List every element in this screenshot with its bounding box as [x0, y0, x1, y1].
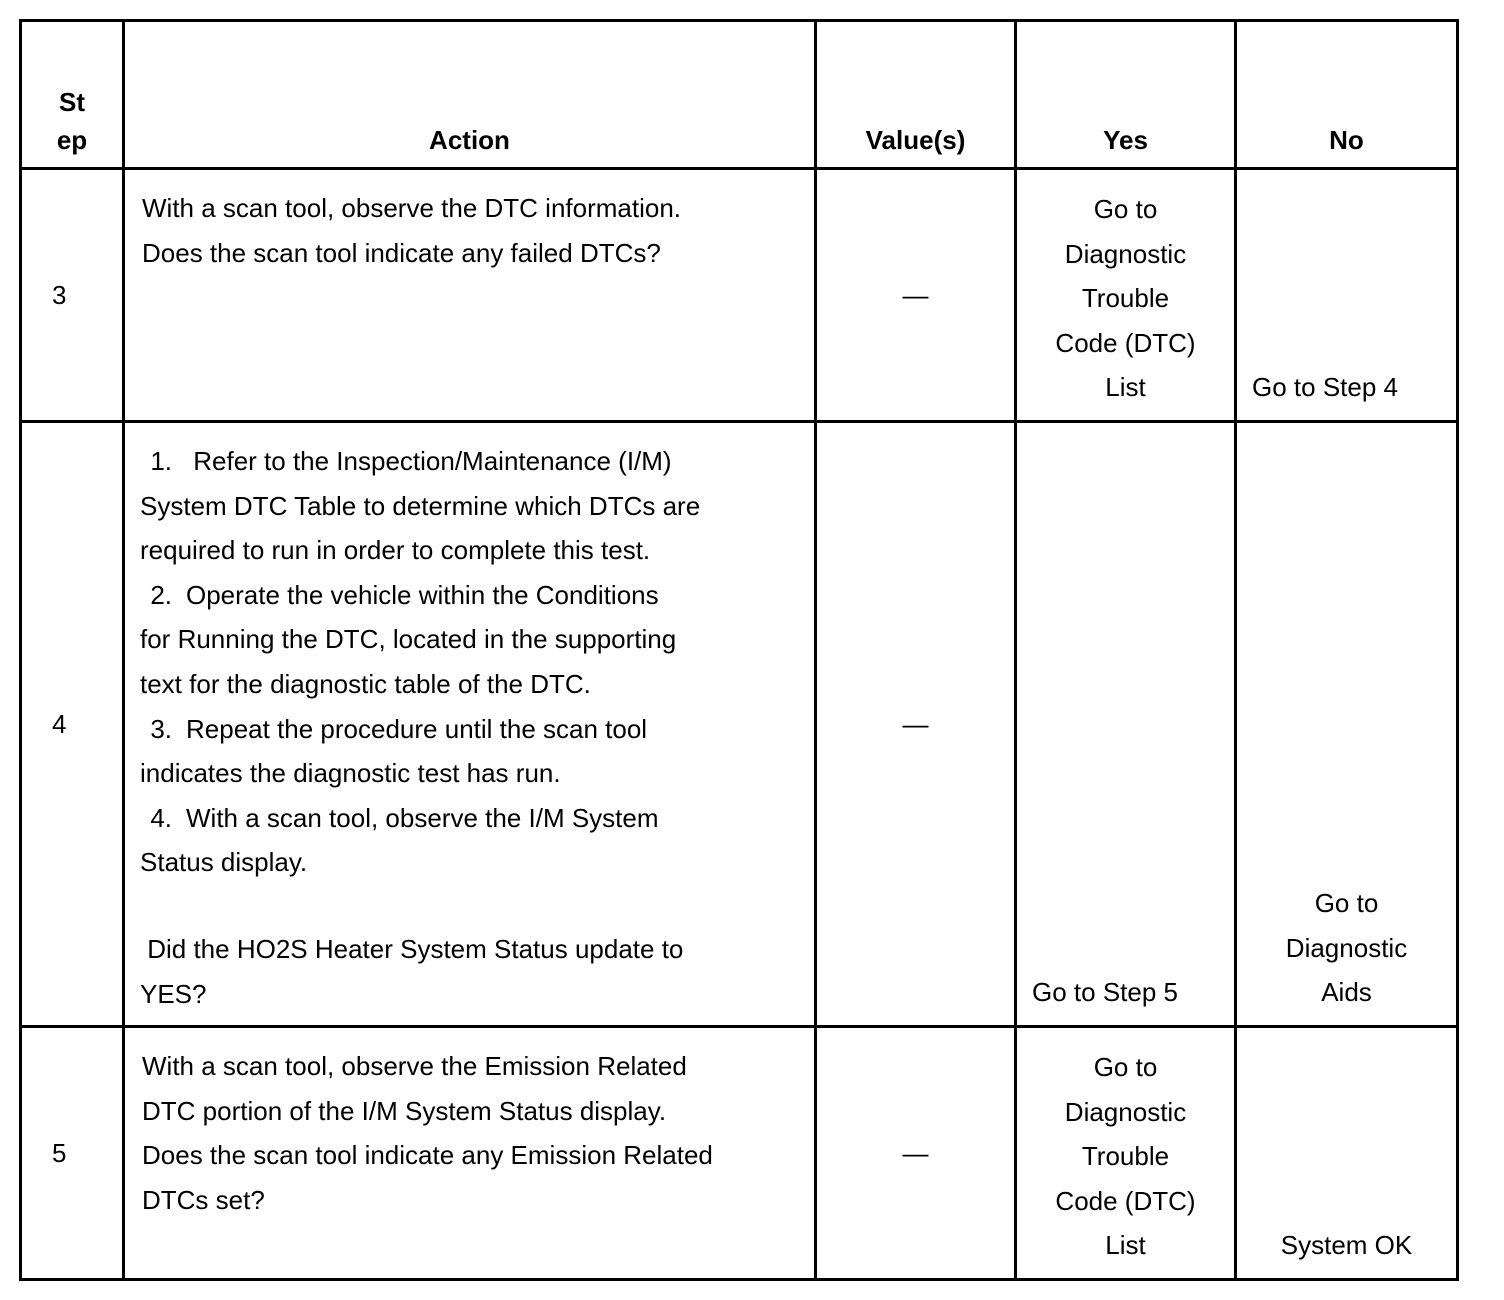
action-line: indicates the diagnostic test has run. [140, 758, 561, 789]
yes-line: Diagnostic [1064, 238, 1187, 269]
no-cell [1236, 422, 1458, 1027]
question-line: YES? [140, 978, 207, 1009]
diagnostic-table [19, 19, 1459, 1281]
item-number: 3. [150, 713, 172, 744]
no-line: Go to [1314, 888, 1379, 919]
yes-line: Go to [1093, 194, 1158, 225]
item-number: 1. [150, 446, 172, 476]
header-step-line: St [59, 87, 85, 117]
action-line: With a scan tool, observe the Emission Related [142, 1051, 687, 1081]
table-row [21, 422, 1458, 1027]
action-line: System DTC Table to determine which DTCs are [140, 490, 701, 521]
no-cell [1236, 1027, 1458, 1280]
step-number: 3 [21, 169, 124, 422]
yes-line: Go to [1093, 1052, 1158, 1083]
yes-line: List [1105, 372, 1146, 403]
yes-cell [1016, 1027, 1236, 1280]
action-line: DTC portion of the I/M System Status display. [142, 1095, 667, 1126]
header-no: No [1236, 21, 1458, 169]
item-text: Refer to the Inspection/Maintenance (I/M) [193, 446, 672, 476]
item-text: With a scan tool, observe the I/M System [186, 802, 659, 833]
item-text: Operate the vehicle within the Conditions [186, 579, 659, 610]
action-line [140, 796, 814, 841]
table-row [21, 169, 1458, 422]
header-yes: Yes [1016, 21, 1236, 169]
yes-line: Go to Step 5 [1032, 977, 1178, 1008]
action-line: DTCs set? [142, 1184, 265, 1215]
action-line: for Running the DTC, located in the supporting [140, 624, 677, 655]
no-line: Diagnostic [1285, 932, 1408, 963]
yes-cell [1016, 422, 1236, 1027]
action-line [140, 439, 814, 484]
spacer [140, 885, 814, 927]
yes-line: Code (DTC) [1055, 1185, 1196, 1216]
no-cell [1236, 169, 1458, 422]
question-line: Did the HO2S Heater System Status update to [140, 933, 684, 964]
value-cell: — [816, 1027, 1016, 1280]
yes-line: Code (DTC) [1055, 327, 1196, 358]
table-row [21, 1027, 1458, 1280]
value-cell: — [816, 169, 1016, 422]
item-text: Repeat the procedure until the scan tool [186, 713, 648, 744]
yes-line: Diagnostic [1064, 1096, 1187, 1127]
action-cell [124, 1027, 816, 1280]
action-line [140, 707, 814, 752]
action-line: text for the diagnostic table of the DTC. [140, 668, 591, 699]
item-number: 2. [150, 579, 172, 610]
action-line: required to run in order to complete this test. [140, 535, 651, 566]
no-line: System OK [1280, 1230, 1413, 1261]
header-step-line: ep [56, 125, 88, 155]
action-line: Status display. [140, 847, 308, 878]
yes-line: Trouble [1081, 1141, 1170, 1172]
yes-cell [1016, 169, 1236, 422]
action-line: Does the scan tool indicate any Emission Related [142, 1140, 713, 1171]
header-action: Action [124, 21, 816, 169]
step-number: 5 [21, 1027, 124, 1280]
action-cell [124, 169, 816, 422]
value-cell: — [816, 422, 1016, 1027]
header-step [21, 21, 124, 169]
yes-line: List [1105, 1230, 1146, 1261]
yes-line: Trouble [1081, 283, 1170, 314]
no-line: Aids [1321, 977, 1372, 1008]
action-line: With a scan tool, observe the DTC information. [142, 193, 682, 223]
header-values: Value(s) [816, 21, 1016, 169]
action-line [140, 573, 814, 618]
header-row [21, 21, 1458, 169]
no-line: Go to Step 4 [1252, 372, 1398, 403]
action-line: Does the scan tool indicate any failed DTCs? [142, 237, 661, 268]
action-cell [124, 422, 816, 1027]
item-number: 4. [150, 802, 172, 833]
step-number: 4 [21, 422, 124, 1027]
